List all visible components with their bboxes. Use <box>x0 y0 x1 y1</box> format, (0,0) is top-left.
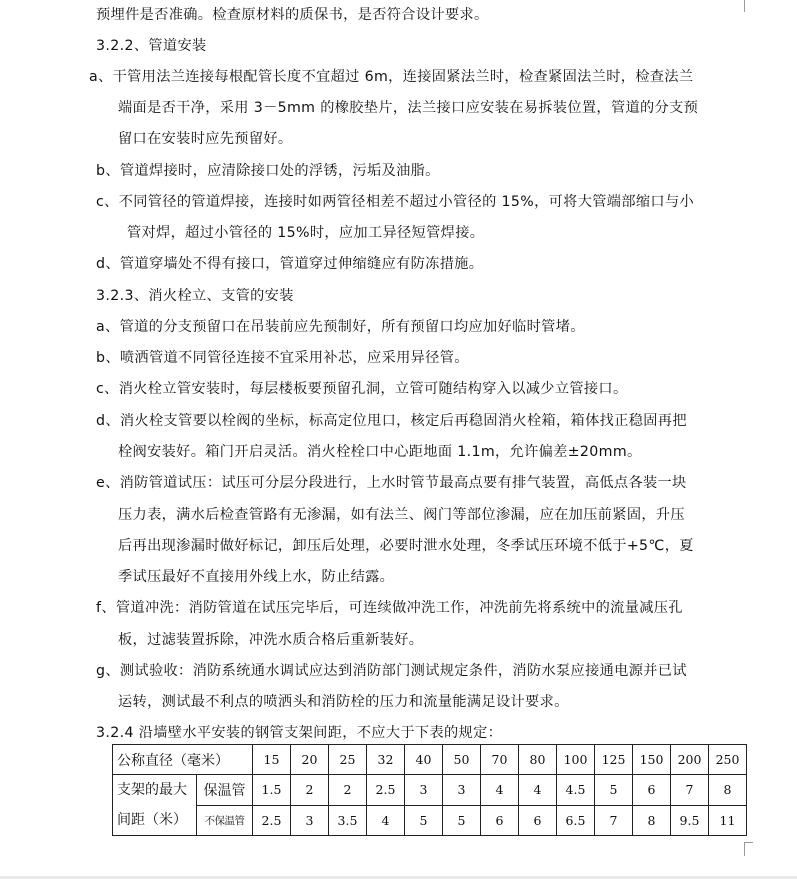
list-item-d: d、管道穿墙处不得有接口，管道穿过伸缩缝应有防冻措施。 <box>96 256 484 272</box>
list-item-a-line-3: 留口在安装时应先预留好。 <box>118 131 293 147</box>
uninsulated-label-cell: 不保温管 <box>197 805 253 836</box>
list-item-b2: b、喷洒管道不同管径连接不宜采用补芯，应采用异径管。 <box>96 350 469 366</box>
list-item-f-line-2: 板，过滤装置拆除，冲洗水质合格后重新装好。 <box>118 632 424 648</box>
insulated-value-cell: 4.5 <box>557 775 595 806</box>
uninsulated-value-cell: 6 <box>519 805 557 836</box>
insulated-value-cell: 2 <box>329 775 367 806</box>
diameter-cell: 50 <box>443 745 481 775</box>
uninsulated-value-cell: 5 <box>443 805 481 836</box>
insulated-value-cell: 5 <box>595 775 633 806</box>
diameter-cell: 20 <box>291 745 329 775</box>
uninsulated-value-cell: 3 <box>291 805 329 836</box>
insulated-label-cell: 保温管 <box>197 775 253 806</box>
table-row-diameter <box>113 745 747 775</box>
table-row-insulated <box>113 775 747 806</box>
uninsulated-value-cell: 3.5 <box>329 805 367 836</box>
list-item-d2-line-2: 栓阀安装好。箱门开启灵活。消火栓栓口中心距地面 1.1m，允许偏差±20mm。 <box>118 444 642 460</box>
list-item-c2: c、消火栓立管安装时，每层楼板要预留孔洞，立管可随结构穿入以减少立管接口。 <box>96 381 628 397</box>
pipe-support-spacing-table <box>112 744 747 836</box>
diameter-cell: 100 <box>557 745 595 775</box>
uninsulated-value-cell: 6 <box>481 805 519 836</box>
list-item-c-line-1: c、不同管径的管道焊接，连接时如两管径相差不超过小管径的 15%，可将大管端部缩口与小 <box>96 194 695 210</box>
diameter-cell: 32 <box>367 745 405 775</box>
page-margin-guide-top <box>744 0 745 12</box>
list-item-a2: a、管道的分支预留口在吊装前应先预制好，所有预留口均应加好临时管堵。 <box>96 319 585 335</box>
uninsulated-value-cell: 11 <box>709 805 747 836</box>
list-item-e-line-1: e、消防管道试压：试压可分层分段进行，上水时管节最高点要有排气装置，高低点各装一块 <box>96 475 687 491</box>
insulated-value-cell: 6 <box>633 775 671 806</box>
insulated-value-cell: 4 <box>481 775 519 806</box>
list-item-f-line-1: f、管道冲洗：消防管道在试压完毕后，可连续做冲洗工作，冲洗前先将系统中的流量减压孔 <box>96 600 683 616</box>
uninsulated-value-cell: 2.5 <box>253 805 291 836</box>
list-item-a-line-2: 端面是否干净，采用 3－5mm 的橡胶垫片，法兰接口应安装在易拆装位置，管道的分支预 <box>118 100 699 116</box>
insulated-value-cell: 7 <box>671 775 709 806</box>
insulated-value-cell: 3 <box>405 775 443 806</box>
max-spacing-label-line-1: 支架的最大 <box>117 782 187 798</box>
list-item-e-line-2: 压力表，满水后检查管路有无渗漏，如有法兰、阀门等部位渗漏，应在加压前紧固，升压 <box>118 507 685 523</box>
diameter-cell: 150 <box>633 745 671 775</box>
page-margin-guide-bottom <box>744 842 745 856</box>
paragraph-line-1: 预埋件是否准确。检查原材料的质保书，是否符合设计要求。 <box>96 7 489 23</box>
diameter-cell: 125 <box>595 745 633 775</box>
uninsulated-value-cell: 6.5 <box>557 805 595 836</box>
diameter-cell: 80 <box>519 745 557 775</box>
list-item-d2-line-1: d、消火栓支管要以栓阀的坐标，标高定位甩口，核定后再稳固消火栓箱，箱体找正稳固再把 <box>96 413 687 429</box>
uninsulated-value-cell: 4 <box>367 805 405 836</box>
list-item-a-line-1: a、干管用法兰连接每根配管长度不宜超过 6m，连接固紧法兰时，检查紧固法兰时，检查法兰 <box>89 69 694 85</box>
diameter-cell: 40 <box>405 745 443 775</box>
list-item-e-line-3: 后再出现渗漏时做好标记，卸压后处理，必要时泄水处理，冬季试压环境不低于+5℃，夏 <box>118 538 694 554</box>
max-spacing-label-cell <box>113 775 197 836</box>
insulated-value-cell: 1.5 <box>253 775 291 806</box>
section-heading-3-2-2: 3.2.2、管道安装 <box>96 38 207 54</box>
table-row-uninsulated <box>113 805 747 836</box>
diameter-cell: 25 <box>329 745 367 775</box>
uninsulated-value-cell: 8 <box>633 805 671 836</box>
diameter-cell: 70 <box>481 745 519 775</box>
insulated-value-cell: 2 <box>291 775 329 806</box>
list-item-b: b、管道焊接时，应清除接口处的浮锈，污垢及油脂。 <box>96 163 440 179</box>
diameter-cell: 200 <box>671 745 709 775</box>
max-spacing-label-line-2: 间距（米） <box>117 812 187 828</box>
uninsulated-value-cell: 9.5 <box>671 805 709 836</box>
diameter-cell: 15 <box>253 745 291 775</box>
insulated-value-cell: 8 <box>709 775 747 806</box>
uninsulated-value-cell: 7 <box>595 805 633 836</box>
header-label-cell: 公称直径（毫米） <box>113 745 253 775</box>
section-heading-3-2-3: 3.2.3、消火栓立、支管的安装 <box>96 288 294 304</box>
list-item-e-line-4: 季试压最好不直接用外线上水，防止结露。 <box>118 569 395 585</box>
insulated-value-cell: 3 <box>443 775 481 806</box>
insulated-value-cell: 4 <box>519 775 557 806</box>
list-item-c-line-2: 管对焊，超过小管径的 15%时，应加工异径短管焊接。 <box>127 225 485 241</box>
insulated-value-cell: 2.5 <box>367 775 405 806</box>
list-item-g-line-1: g、测试验收：消防系统通水调试应达到消防部门测试规定条件，消防水泵应接通电源并已试 <box>96 663 687 679</box>
section-heading-3-2-4: 3.2.4 沿墙壁水平安装的钢管支架间距，不应大于下表的规定： <box>96 725 503 741</box>
list-item-g-line-2: 运转，测试最不利点的喷洒头和消防栓的压力和流量能满足设计要求。 <box>118 694 569 710</box>
page-corner-mark <box>745 842 753 843</box>
diameter-cell: 250 <box>709 745 747 775</box>
uninsulated-value-cell: 5 <box>405 805 443 836</box>
